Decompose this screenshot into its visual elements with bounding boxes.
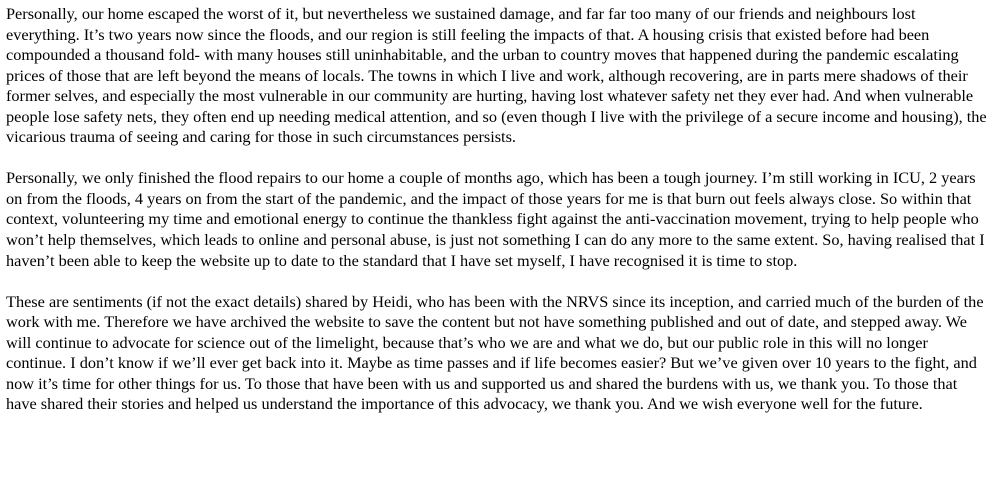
paragraph-flood-impact: Personally, our home escaped the worst of it, but nevertheless we sustained damage, and far far too many of our friends and neighbours lost everything. It’s two years now since the floods, and our region is still feeling the impacts of that. A housing crisis that existed before had been compounded a thousand fold- with many houses still uninhabitable, and the urban to country moves that happened during the pandemic escalating prices of those that are left beyond the means of locals. The towns in which I live and work, although recovering, are in parts mere shadows of their former selves, and especially the most vulnerable in our community are hurting, having lost whatever safety net they ever had. And when vulnerable people lose safety nets, they often end up needing medical attention, and so (even though I live with the privilege of a secure income and housing), the vicarious trauma of seeing and caring for those in such circumstances persists. [6,4,987,147]
paragraph-farewell: These are sentiments (if not the exact details) shared by Heidi, who has been with the NRVS since its inception, and carried much of the burden of the work with me. Therefore we have archived the website to save the content but not have something published and out of date, and stepped away. We will continue to advocate for science out of the limelight, because that’s who we are and what we do, but our public role in this will no longer continue. I don’t know if we’ll ever get back into it. Maybe as time passes and if life becomes easier? But we’ve given over 10 years to the fight, and now it’s time for other things for us. To those that have been with us and supported us and shared the burdens with us, we thank you. To those that have shared their stories and helped us understand the importance of this advocacy, we thank you. And we wish everyone well for the future. [6,291,984,414]
paragraph-burnout: Personally, we only finished the flood repairs to our home a couple of months ago, which has been a tough journey. I’m still working in ICU, 2 years on from the floods, 4 years on from the start of the pandemic, and the impact of those years for me is that burn out feels always close. So within that context, volunteering my time and emotional energy to continue the thankless fight against the anti-vaccination movement, trying to help people who won’t help themselves, which leads to online and personal abuse, is just not something I can do any more to the same extent. So, having realised that I haven’t been able to keep the website up to date to the standard that I have set myself, I have recognised it is time to stop. [6,168,985,270]
